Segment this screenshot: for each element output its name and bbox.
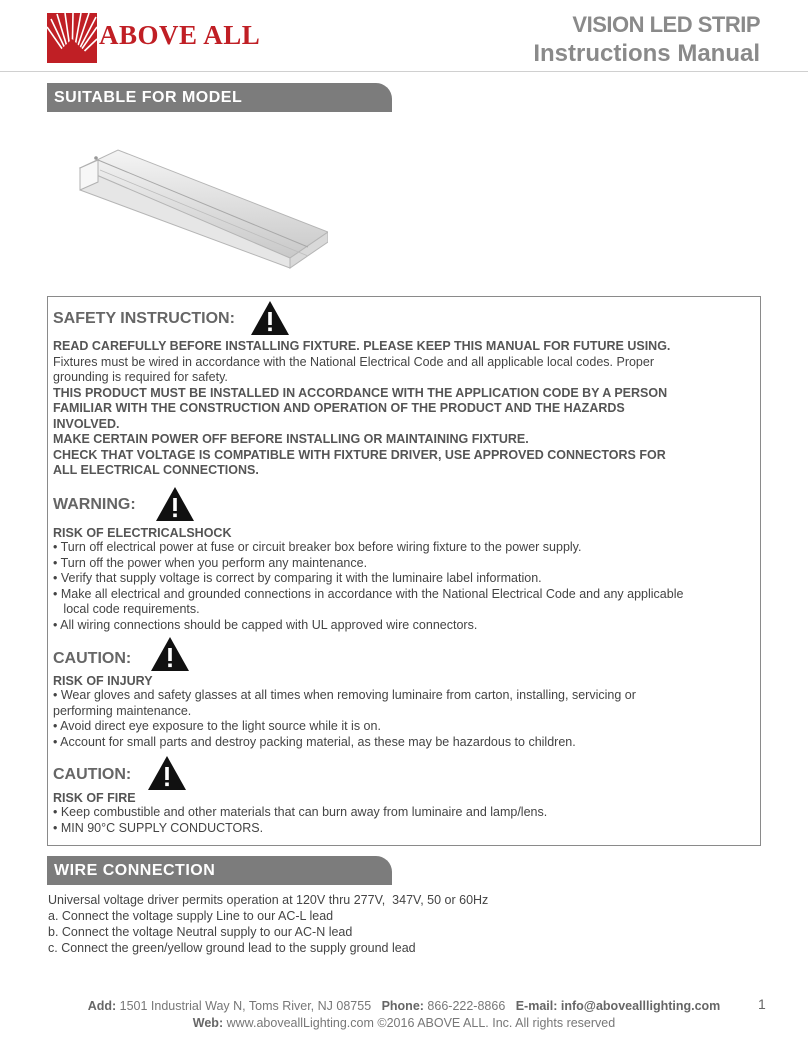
footer-phone-label: Phone:: [381, 999, 424, 1013]
caution-injury-text: [53, 674, 636, 750]
caution-fire-subheading: RISK OF FIRE: [53, 791, 136, 805]
safety-heading: SAFETY INSTRUCTION:: [53, 310, 235, 327]
caution-fire-text: [53, 791, 547, 836]
footer-address: 1501 Industrial Way N, Toms River, NJ 08755: [119, 999, 372, 1013]
footer-web: [0, 1016, 808, 1030]
caution-injury-heading: CAUTION:: [53, 650, 132, 667]
warning-line: • Make all electrical and grounded connections in accordance with the National Electrical Code and any applicable: [53, 586, 684, 601]
safety-line: FAMILIAR WITH THE CONSTRUCTION AND OPERATION OF THE PRODUCT AND THE HAZARDS: [53, 401, 625, 415]
safety-line: INVOLVED.: [53, 416, 120, 431]
warning-text: [53, 526, 683, 633]
wire-line: b. Connect the voltage Neutral supply to our AC-N lead: [48, 925, 353, 939]
led-strip-fixture-image: [78, 146, 328, 270]
safety-line: MAKE CERTAIN POWER OFF BEFORE INSTALLING OR MAINTAINING FIXTURE.: [53, 432, 529, 446]
wire-line: a. Connect the voltage supply Line to our AC-L lead: [48, 909, 334, 923]
caution-line: • Avoid direct eye exposure to the light source while it is on.: [53, 719, 381, 733]
section-wire-connection: WIRE CONNECTION: [47, 856, 392, 885]
caution-fire-heading: CAUTION:: [53, 766, 132, 783]
header-divider: [0, 71, 808, 72]
title-manual: Instructions Manual: [533, 40, 760, 67]
wire-line: Universal voltage driver permits operation at 120V thru 277V, 347V, 50 or 60Hz: [48, 893, 489, 907]
safety-line: grounding is required for safety.: [53, 370, 228, 384]
footer-web-link[interactable]: www.aboveallLighting.com: [226, 1016, 374, 1030]
warning-heading: WARNING:: [53, 496, 136, 513]
warning-line: • Turn off electrical power at fuse or circuit breaker box before wiring fixture to the power supply.: [53, 540, 582, 554]
safety-line: READ CAREFULLY BEFORE INSTALLING FIXTURE. PLEASE KEEP THIS MANUAL FOR FUTURE USING.: [53, 339, 671, 353]
caution-line: • Account for small parts and destroy packing material, as these may be hazardous to children.: [53, 734, 576, 749]
caution-line: performing maintenance.: [53, 703, 192, 718]
footer-web-label: Web:: [192, 1016, 224, 1030]
warning-subheading: RISK OF ELECTRICALSHOCK: [53, 526, 232, 540]
page-number: 1: [758, 996, 766, 1012]
safety-line: CHECK THAT VOLTAGE IS COMPATIBLE WITH FIXTURE DRIVER, USE APPROVED CONNECTORS FOR: [53, 447, 666, 462]
safety-line: ALL ELECTRICAL CONNECTIONS.: [53, 463, 259, 477]
warning-line: • Verify that supply voltage is correct by comparing it with the luminaire label information.: [53, 571, 542, 585]
section-suitable-for-model: SUITABLE FOR MODEL: [47, 83, 392, 112]
footer-phone: 866-222-8866: [427, 999, 506, 1013]
footer-email-label: E-mail:: [515, 999, 558, 1013]
caution-line: • Wear gloves and safety glasses at all times when removing luminaire from carton, installing, servicing or: [53, 688, 636, 702]
caution-line: • MIN 90°C SUPPLY CONDUCTORS.: [53, 820, 264, 835]
title-product: VISION LED STRIP: [572, 12, 760, 37]
wire-connection-text: [48, 892, 488, 956]
safety-line: Fixtures must be wired in accordance with the National Electrical Code and all applicable local codes. Proper: [53, 354, 655, 369]
warning-line: • All wiring connections should be capped with UL approved wire connectors.: [53, 617, 478, 632]
document-title: [533, 11, 760, 69]
wire-line: c. Connect the green/yellow ground lead to the supply ground lead: [48, 941, 416, 955]
caution-line: • Keep combustible and other materials that can burn away from luminaire and lamp/lens.: [53, 805, 548, 819]
caution-injury-subheading: RISK OF INJURY: [53, 674, 153, 688]
warning-line: local code requirements.: [53, 602, 200, 616]
warning-triangle-icon: [150, 636, 190, 672]
footer-copyright: ©2016 ABOVE ALL. Inc. All rights reserved: [377, 1016, 616, 1030]
warning-line: • Turn off the power when you perform any maintenance.: [53, 555, 368, 570]
footer-email[interactable]: info@abovealllighting.com: [560, 999, 721, 1013]
warning-triangle-icon: [155, 486, 195, 522]
footer-contact: [0, 999, 808, 1013]
safety-text: [53, 339, 670, 479]
brand-name: ABOVE ALL: [99, 20, 261, 50]
warning-triangle-icon: [147, 755, 187, 791]
warning-triangle-icon: [250, 300, 290, 336]
footer-add-label: Add:: [87, 999, 117, 1013]
safety-line: THIS PRODUCT MUST BE INSTALLED IN ACCORDANCE WITH THE APPLICATION CODE BY A PERSON: [53, 385, 668, 400]
